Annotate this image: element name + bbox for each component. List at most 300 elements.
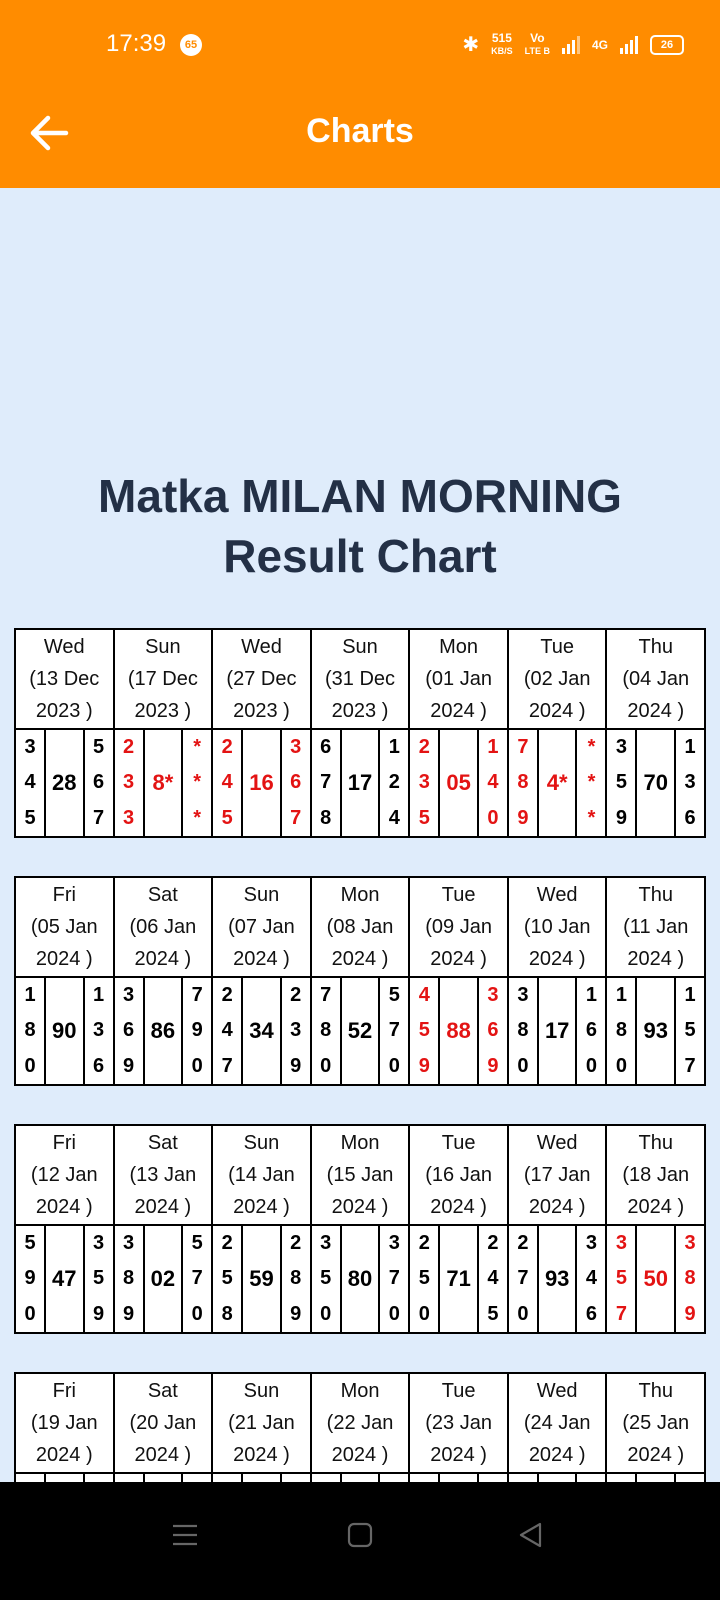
right-pana: [674, 1226, 704, 1332]
pana-digit: 9: [418, 1054, 430, 1077]
pana-digit: 7: [517, 736, 529, 759]
pana-digit: 6: [585, 1019, 598, 1042]
left-pana: [312, 730, 342, 836]
day-cell: [213, 630, 312, 836]
pana-digit: 3: [123, 1232, 135, 1255]
day-header: [213, 1126, 310, 1226]
day-year: 2023 ): [35, 700, 93, 722]
day-cell: [312, 878, 411, 1084]
pana-digit: 5: [684, 1019, 696, 1042]
jodi-value: 50: [643, 1266, 668, 1291]
result-body: [16, 978, 113, 1084]
pana-digit: 6: [123, 1019, 135, 1042]
result-body: [115, 1226, 212, 1332]
jodi-value: 17: [347, 770, 373, 795]
day-cell: [312, 630, 411, 836]
pana-digit: *: [193, 771, 202, 794]
home-square-icon: [347, 1522, 373, 1548]
result-body: [509, 730, 606, 836]
pana-digit: 8: [517, 1019, 529, 1042]
right-pana: [477, 1226, 507, 1332]
day-date: (20 Jan: [129, 1412, 197, 1434]
day-year: 2024 ): [233, 948, 290, 970]
day-year: 2024 ): [528, 1196, 586, 1218]
day-date: (12 Jan: [30, 1164, 98, 1186]
left-pana: [213, 730, 243, 836]
day-date: (04 Jan: [622, 668, 690, 690]
day-year: 2024 ): [430, 700, 487, 722]
pana-digit: 1: [487, 736, 499, 759]
day-date: (17 Jan: [523, 1164, 591, 1186]
pana-digit: 2: [290, 1232, 302, 1255]
signal-icon-2: [620, 36, 638, 54]
day-year: 2024 ): [627, 948, 685, 970]
net-speed-value: 515: [491, 31, 512, 45]
status-icons: [462, 32, 684, 57]
result-body: [509, 1226, 606, 1332]
pana-digit: 0: [388, 1302, 400, 1325]
pana-digit: 1: [684, 736, 696, 759]
week-row: [14, 628, 706, 838]
result-body: [213, 730, 310, 836]
volte-icon: [525, 32, 550, 57]
status-bar: [0, 28, 720, 62]
pana-digit: 0: [418, 1302, 430, 1325]
jodi-value: 86: [150, 1018, 176, 1043]
jodi-value: 88: [446, 1018, 471, 1043]
pana-digit: 7: [388, 1267, 400, 1290]
pana-digit: 0: [615, 1054, 628, 1077]
day-day: Sun: [145, 636, 181, 658]
week-row: [14, 876, 706, 1086]
system-nav-bar: [0, 1482, 720, 1600]
day-day: Fri: [52, 1132, 76, 1154]
day-year: 2024 ): [430, 1444, 487, 1466]
pana-digit: 5: [221, 806, 233, 829]
day-date: (05 Jan: [30, 916, 98, 938]
day-day: Sun: [243, 1380, 280, 1402]
day-date: (15 Jan: [326, 1164, 394, 1186]
day-date: (31 Dec: [325, 668, 396, 690]
pana-digit: 0: [487, 806, 499, 829]
day-date: (16 Jan: [425, 1164, 492, 1186]
day-header: [213, 878, 310, 978]
pana-digit: 2: [221, 1232, 233, 1255]
day-cell: [410, 630, 509, 836]
day-date: (14 Jan: [228, 1164, 295, 1186]
day-date: (09 Jan: [425, 916, 492, 938]
volte-bottom: LTE B: [524, 46, 550, 56]
pana-digit: 4: [487, 771, 499, 794]
pana-digit: 1: [684, 984, 696, 1007]
day-header: [115, 1374, 212, 1474]
day-header: [16, 1126, 113, 1226]
right-pana: [477, 978, 507, 1084]
pana-digit: 3: [93, 1232, 105, 1255]
day-cell: [115, 878, 214, 1084]
pana-digit: 5: [487, 1302, 499, 1325]
pana-digit: 0: [320, 1302, 332, 1325]
pana-digit: 4: [388, 806, 400, 829]
day-header: [410, 1126, 507, 1226]
jodi-value: 05: [446, 770, 471, 795]
pana-digit: 6: [487, 1019, 499, 1042]
day-header: [410, 1374, 507, 1474]
day-day: Sat: [147, 884, 178, 906]
day-date: (17 Dec: [127, 668, 198, 690]
home-button[interactable]: [347, 1522, 373, 1553]
pana-digit: 1: [388, 736, 400, 759]
pana-digit: 8: [320, 806, 332, 829]
day-year: 2024 ): [134, 948, 192, 970]
pana-digit: *: [587, 771, 596, 794]
day-date: (21 Jan: [228, 1412, 295, 1434]
left-pana: [410, 730, 440, 836]
pana-digit: 2: [290, 984, 302, 1007]
day-date: (06 Jan: [129, 916, 197, 938]
pana-digit: 9: [93, 1302, 105, 1325]
day-header: [213, 1374, 310, 1474]
pana-digit: 9: [487, 1054, 499, 1077]
pana-digit: 3: [615, 736, 628, 759]
right-pana: [575, 1226, 605, 1332]
chart-heading: [0, 466, 720, 586]
day-year: 2023 ): [134, 700, 192, 722]
day-header: [312, 878, 409, 978]
day-cell: [115, 1126, 214, 1332]
day-year: 2024 ): [233, 1196, 290, 1218]
pana-digit: 9: [684, 1302, 696, 1325]
right-pana: [181, 730, 211, 836]
result-body: [607, 730, 704, 836]
day-day: Mon: [340, 884, 380, 906]
day-day: Wed: [536, 1132, 578, 1154]
pana-digit: 2: [487, 1232, 499, 1255]
pana-digit: 0: [24, 1054, 36, 1077]
result-body: [115, 978, 212, 1084]
day-cell: [410, 878, 509, 1084]
result-body: [213, 978, 310, 1084]
pana-digit: 3: [517, 984, 529, 1007]
left-pana: [16, 730, 46, 836]
day-date: (27 Dec: [226, 668, 297, 690]
pana-digit: 8: [615, 1019, 628, 1042]
pana-digit: 0: [517, 1302, 529, 1325]
pana-digit: 5: [191, 1232, 203, 1255]
pana-digit: 7: [320, 984, 332, 1007]
pana-digit: 3: [615, 1232, 628, 1255]
day-header: [16, 878, 113, 978]
day-date: (22 Jan: [326, 1412, 394, 1434]
bluetooth-icon: ✱: [462, 33, 480, 56]
jodi-value: 52: [347, 1018, 373, 1043]
pana-digit: 6: [320, 736, 332, 759]
day-day: Sat: [147, 1380, 178, 1402]
pana-digit: 9: [24, 1267, 36, 1290]
pana-digit: 8: [221, 1302, 233, 1325]
day-header: [16, 1374, 113, 1474]
jodi-value: 28: [52, 770, 77, 795]
left-pana: [607, 1226, 637, 1332]
pana-digit: 7: [93, 806, 105, 829]
right-pana: [181, 1226, 211, 1332]
day-year: 2024 ): [35, 948, 93, 970]
day-year: 2024 ): [134, 1196, 192, 1218]
day-header: [509, 630, 606, 730]
pana-digit: 9: [290, 1302, 302, 1325]
left-pana: [115, 730, 145, 836]
pana-digit: 3: [123, 806, 135, 829]
pana-digit: 7: [191, 1267, 203, 1290]
day-year: 2024 ): [331, 1444, 389, 1466]
result-body: [312, 978, 409, 1084]
left-pana: [16, 978, 46, 1084]
day-cell: [607, 630, 704, 836]
day-header: [115, 630, 212, 730]
day-cell: [16, 1126, 115, 1332]
pana-digit: 9: [615, 806, 628, 829]
right-pana: [280, 978, 310, 1084]
pana-digit: 3: [123, 771, 135, 794]
pana-digit: 3: [585, 1232, 598, 1255]
day-year: 2024 ): [627, 1444, 685, 1466]
pana-digit: 7: [320, 771, 332, 794]
day-year: 2024 ): [627, 700, 685, 722]
pana-digit: 7: [684, 1054, 696, 1077]
jodi-value: 93: [643, 1018, 668, 1043]
day-day: Thu: [638, 884, 673, 906]
right-pana: [674, 730, 704, 836]
day-header: [410, 878, 507, 978]
day-header: [213, 630, 310, 730]
day-day: Wed: [241, 636, 282, 658]
pana-digit: 9: [123, 1302, 135, 1325]
day-day: Sun: [243, 884, 280, 906]
day-cell: [607, 878, 704, 1084]
day-day: Sun: [243, 1132, 280, 1154]
left-pana: [213, 978, 243, 1084]
pana-digit: 1: [93, 984, 105, 1007]
day-header: [115, 1126, 212, 1226]
day-day: Wed: [536, 884, 578, 906]
pana-digit: 7: [615, 1302, 628, 1325]
pana-digit: *: [587, 806, 596, 829]
day-date: (10 Jan: [523, 916, 591, 938]
day-cell: [509, 630, 608, 836]
pana-digit: 7: [290, 806, 302, 829]
day-year: 2024 ): [35, 1196, 93, 1218]
day-date: (13 Dec: [29, 668, 100, 690]
day-header: [607, 878, 704, 978]
right-pana: [280, 730, 310, 836]
pana-digit: 9: [123, 1054, 135, 1077]
day-day: Mon: [340, 1380, 380, 1402]
day-year: 2024 ): [528, 1444, 586, 1466]
pana-digit: 3: [24, 736, 36, 759]
left-pana: [213, 1226, 243, 1332]
day-header: [509, 878, 606, 978]
status-time: 17:39: [106, 30, 167, 57]
day-day: Sat: [147, 1132, 178, 1154]
right-pana: [83, 1226, 113, 1332]
day-day: Tue: [441, 1132, 476, 1154]
pana-digit: 4: [24, 771, 36, 794]
result-body: [410, 730, 507, 836]
day-year: 2024 ): [233, 1444, 290, 1466]
pana-digit: 7: [517, 1267, 529, 1290]
day-day: Fri: [52, 884, 76, 906]
left-pana: [607, 730, 637, 836]
left-pana: [115, 1226, 145, 1332]
pana-digit: 4: [418, 984, 430, 1007]
pana-digit: 0: [191, 1054, 203, 1077]
pana-digit: 3: [320, 1232, 332, 1255]
day-header: [115, 878, 212, 978]
day-header: [607, 1126, 704, 1226]
pana-digit: 4: [585, 1267, 598, 1290]
notification-badge: 65: [180, 34, 202, 56]
left-pana: [509, 1226, 539, 1332]
day-year: 2023 ): [331, 700, 389, 722]
chart-heading-line2: Result Chart: [223, 530, 497, 582]
pana-digit: 3: [487, 984, 499, 1007]
pana-digit: 6: [585, 1302, 598, 1325]
chart-heading-line1: Matka MILAN MORNING: [98, 470, 622, 522]
pana-digit: 8: [290, 1267, 302, 1290]
pana-digit: 5: [93, 1267, 105, 1290]
left-pana: [312, 978, 342, 1084]
left-pana: [115, 978, 145, 1084]
day-date: (08 Jan: [326, 916, 394, 938]
week-row: [14, 1124, 706, 1334]
pana-digit: 0: [320, 1054, 332, 1077]
volte-top: Vo: [530, 31, 545, 45]
day-day: Fri: [52, 1380, 76, 1402]
day-day: Tue: [540, 636, 575, 658]
signal-icon: [562, 36, 580, 54]
day-day: Thu: [638, 636, 673, 658]
day-header: [607, 630, 704, 730]
day-day: Thu: [638, 1132, 673, 1154]
left-pana: [410, 978, 440, 1084]
pana-digit: 3: [290, 1019, 302, 1042]
day-date: (25 Jan: [622, 1412, 690, 1434]
pana-digit: 8: [320, 1019, 332, 1042]
day-day: Mon: [340, 1132, 380, 1154]
pana-digit: 5: [93, 736, 105, 759]
day-cell: [213, 878, 312, 1084]
day-year: 2024 ): [35, 1444, 93, 1466]
pana-digit: 7: [221, 1054, 233, 1077]
day-cell: [607, 1126, 704, 1332]
pana-digit: 5: [221, 1267, 233, 1290]
jodi-value: 59: [249, 1266, 274, 1291]
pana-digit: 0: [24, 1302, 36, 1325]
result-body: [115, 730, 212, 836]
pana-digit: 0: [388, 1054, 400, 1077]
left-pana: [410, 1226, 440, 1332]
day-date: (01 Jan: [425, 668, 492, 690]
day-date: (19 Jan: [30, 1412, 98, 1434]
pana-digit: *: [587, 736, 596, 759]
pana-digit: 5: [418, 1267, 430, 1290]
pana-digit: 1: [24, 984, 36, 1007]
pana-digit: 2: [221, 736, 233, 759]
jodi-value: 47: [52, 1266, 77, 1291]
result-body: [16, 730, 113, 836]
day-day: Thu: [638, 1380, 673, 1402]
left-pana: [16, 1226, 46, 1332]
pana-digit: 8: [123, 1267, 135, 1290]
day-day: Tue: [441, 884, 476, 906]
day-cell: [509, 1126, 608, 1332]
right-pana: [280, 1226, 310, 1332]
right-pana: [181, 978, 211, 1084]
day-header: [312, 1126, 409, 1226]
day-cell: [213, 1126, 312, 1332]
pana-digit: *: [193, 736, 202, 759]
left-pana: [509, 978, 539, 1084]
pana-digit: 3: [290, 736, 302, 759]
recent-apps-button[interactable]: [172, 1522, 198, 1553]
jodi-value: 93: [544, 1266, 570, 1291]
day-day: Mon: [439, 636, 479, 658]
right-pana: [378, 730, 408, 836]
day-year: 2024 ): [331, 948, 389, 970]
pana-digit: *: [193, 806, 202, 829]
pana-digit: 3: [684, 1232, 696, 1255]
result-body: [312, 1226, 409, 1332]
pana-digit: 8: [684, 1267, 696, 1290]
day-cell: [509, 878, 608, 1084]
pana-digit: 7: [191, 984, 203, 1007]
day-date: (13 Jan: [129, 1164, 197, 1186]
right-pana: [83, 730, 113, 836]
pana-digit: 5: [615, 771, 628, 794]
day-day: Wed: [43, 636, 85, 658]
pana-digit: 3: [684, 771, 696, 794]
day-year: 2024 ): [430, 948, 487, 970]
pana-digit: 4: [487, 1267, 499, 1290]
pana-digit: 5: [388, 984, 400, 1007]
jodi-value: 16: [249, 770, 274, 795]
page-title: Charts: [306, 112, 414, 150]
day-cell: [115, 630, 214, 836]
day-year: 2024 ): [134, 1444, 192, 1466]
jodi-value: 80: [347, 1266, 373, 1291]
jodi-value: 34: [249, 1018, 274, 1043]
result-body: [213, 1226, 310, 1332]
day-date: (07 Jan: [228, 916, 295, 938]
right-pana: [674, 978, 704, 1084]
day-date: (18 Jan: [622, 1164, 690, 1186]
day-header: [410, 630, 507, 730]
pana-digit: 1: [585, 984, 598, 1007]
system-back-button[interactable]: [518, 1522, 544, 1553]
net-speed-unit: KB/S: [491, 46, 513, 56]
pana-digit: 0: [517, 1054, 529, 1077]
pana-digit: 8: [24, 1019, 36, 1042]
left-pana: [312, 1226, 342, 1332]
menu-icon: [172, 1522, 198, 1548]
pana-digit: 5: [418, 806, 430, 829]
result-body: [16, 1226, 113, 1332]
day-header: [607, 1374, 704, 1474]
result-body: [607, 978, 704, 1084]
day-year: 2024 ): [331, 1196, 389, 1218]
day-day: Tue: [441, 1380, 476, 1402]
day-date: (23 Jan: [425, 1412, 492, 1434]
